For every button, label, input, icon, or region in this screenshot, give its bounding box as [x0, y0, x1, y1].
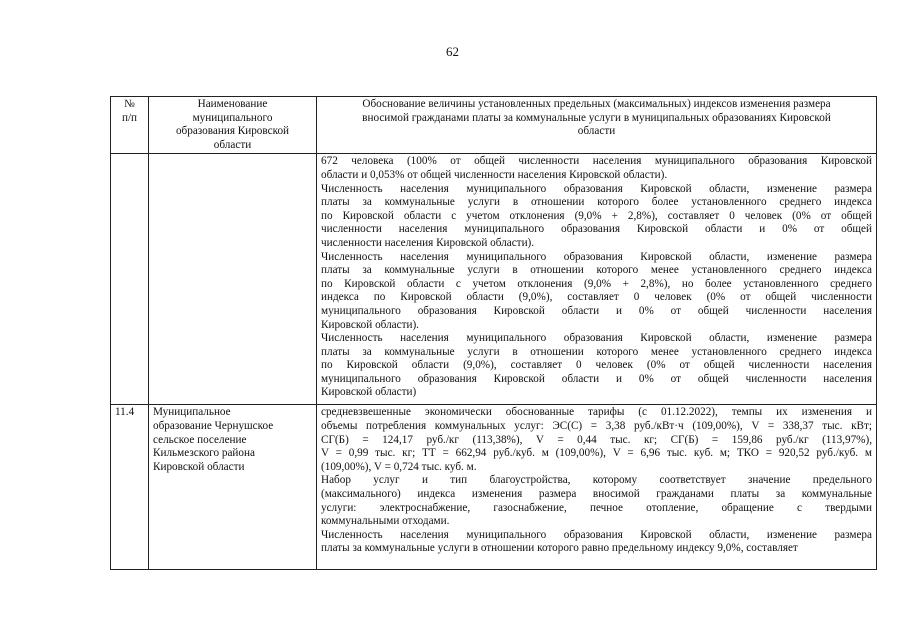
page-number: 62	[446, 44, 459, 59]
text-line: Кировской области)	[321, 386, 417, 399]
text-line: (109,00%), V = 0,724 тыс. куб. м.	[321, 460, 477, 473]
text-line: услуги: электроснабжение, газоснабжение, печное отопление, обращение с твердыми	[321, 501, 872, 514]
table-row	[111, 154, 877, 405]
header-line: Обоснование величины установленных предельных (максимальных) индексов изменения размера	[362, 98, 831, 110]
municipality-name	[149, 154, 317, 405]
header-num	[111, 97, 149, 154]
justification-text	[317, 405, 877, 570]
text-line: V = 0,99 тыс. кг; ТТ = 662,94 руб./куб. м (109,00%), V = 6,96 тыс. куб. м; ТКО = 920,52 руб./куб. м	[321, 447, 872, 460]
header-name	[149, 97, 317, 154]
name-line: образование Чернушское	[153, 419, 274, 432]
header-line: области	[577, 125, 616, 138]
tariff-index-table	[110, 96, 877, 570]
text-line: по Кировской области с учетом отклонения (9,0% + 2,8%), составляет 0 человек (0% от общей	[321, 209, 872, 222]
text-line: индекса по Кировской области (9,0%), составляет 0 человек (0% от общей численности	[321, 291, 872, 304]
header-line: области	[213, 138, 252, 151]
header-line: Наименование	[197, 98, 268, 110]
text-line: платы за коммунальные услуги в отношении которого менее установленного среднего индекса	[321, 264, 872, 277]
text-line: Численность населения муниципального образования Кировской области, изменение размера	[321, 332, 872, 345]
header-line: №	[124, 98, 135, 110]
text-line: по Кировской области (9,0%), составляет 0 человек (0% от общей численности населения	[321, 359, 872, 372]
name-line: сельское поселение	[153, 433, 247, 446]
text-line: области и 0,053% от общей численности населения Кировской области).	[321, 168, 668, 181]
text-line: Численность населения муниципального образования Кировской области, изменение размера	[321, 182, 872, 195]
text-line: СГ(Б) = 124,17 руб./кг (113,38%), V = 0,44 тыс. кг; СГ(Б) = 159,86 руб./кг (113,97%),	[321, 433, 872, 446]
text-line: Численность населения муниципального образования Кировской области, изменение размера	[321, 250, 872, 263]
name-line: Муниципальное	[153, 406, 231, 419]
name-line: Кировской области	[153, 460, 245, 473]
text-line: 672 человека (100% от общей численности населения муниципального образования Кировской	[321, 155, 872, 168]
municipality-name	[149, 405, 317, 570]
text-line: (максимального) индекса изменения размера вносимой гражданами платы за коммунальные	[321, 487, 872, 500]
text-line: платы за коммунальные услуги в отношении которого менее установленного среднего индекса	[321, 345, 872, 358]
text-line: Кировской области).	[321, 318, 419, 331]
justification-text	[317, 154, 877, 405]
header-justification	[317, 97, 877, 154]
header-line: вносимой гражданами платы за коммунальные услуги в муниципальных образованиях Кировской	[362, 111, 831, 124]
text-line: средневзвешенные экономически обоснованные тарифы (с 01.12.2022), темпы их изменения и	[321, 406, 872, 419]
text-line: численности населения Кировской области).	[321, 236, 535, 249]
text-line: коммунальными отходами.	[321, 515, 450, 528]
text-line: платы за коммунальные услуги в отношении которого более установленного среднего индекса	[321, 196, 872, 209]
text-line: платы за коммунальные услуги в отношении которого равно предельному индексу 9,0%, составляет	[321, 542, 798, 555]
name-line: Кильмезского района	[153, 447, 255, 460]
text-line: по Кировской области с учетом отклонения (9,0% + 2,8%), но более установленного среднего	[321, 277, 872, 290]
row-number: 11.4	[111, 405, 149, 570]
text-line: муниципального образования Кировской области и 0% от общей численности населения	[321, 372, 872, 385]
text-line: Набор услуг и тип благоустройства, которому соответствует значение предельного	[321, 474, 872, 487]
table-header-row	[111, 97, 877, 154]
text-line: муниципального образования Кировской области и 0% от общей численности населения	[321, 304, 872, 317]
text-line: Численность населения муниципального образования Кировской области, изменение размера	[321, 528, 872, 541]
header-line: п/п	[121, 111, 138, 124]
table-row	[111, 405, 877, 570]
header-line: образования Кировской	[175, 125, 290, 138]
text-line: объемы потребления коммунальных услуг: ЭС(С) = 3,38 руб./кВт·ч (109,00%), V = 338,37 тыс. кВт;	[321, 419, 872, 432]
header-line: муниципального	[192, 111, 273, 124]
text-line: численности населения муниципального образования Кировской области и 0% от общей	[321, 223, 872, 236]
row-number	[111, 154, 149, 405]
